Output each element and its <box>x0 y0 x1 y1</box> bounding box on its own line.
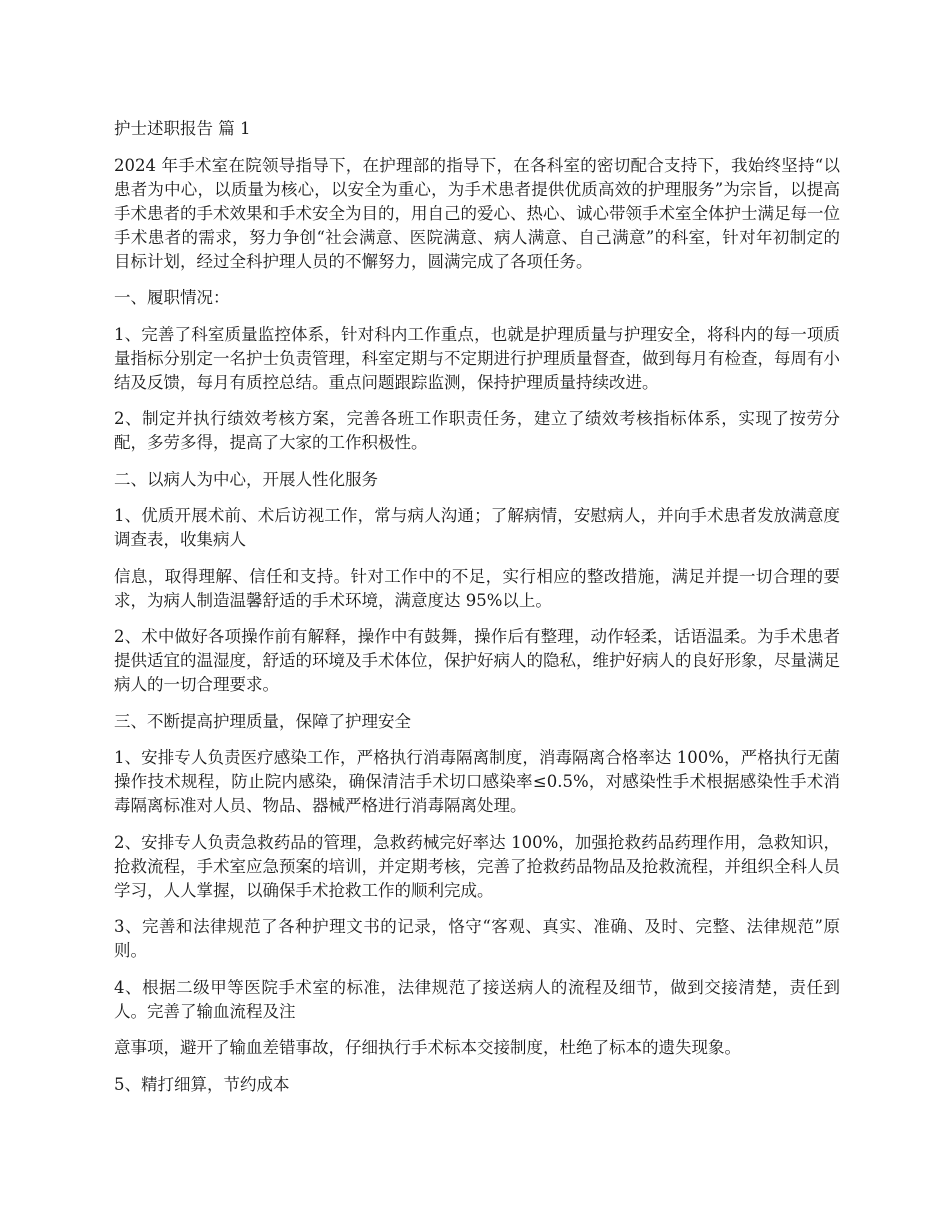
paragraph-service-1b: 信息，取得理解、信任和支持。针对工作中的不足，实行相应的整改措施，满足并提一切合理的要求，为病人制造温馨舒适的手术环境，满意度达 95%以上。 <box>114 566 840 610</box>
paragraph-duty-2: 2、制定并执行绩效考核方案，完善各班工作职责任务，建立了绩效考核指标体系，实现了按劳分配，多劳多得，提高了大家的工作积极性。 <box>114 409 840 452</box>
paragraph-service-1a: 1、优质开展术前、术后访视工作，常与病人沟通；了解病情，安慰病人，并向手术患者发放满意度调查表，收集病人 <box>114 506 840 549</box>
paragraph-quality-2: 2、安排专人负责急救药品的管理，急救药械完好率达 100%，加强抢救药品药理作用，急救知识，抢救流程，手术室应急预案的培训，并定期考核，完善了抢救药品物品及抢救流程，并组织全科人员学习，人人掌握，以确保手术抢救工作的顺利完成。 <box>114 832 840 900</box>
paragraph-intro: 2024 年手术室在院领导指导下，在护理部的指导下，在各科室的密切配合支持下，我始终坚持“以患者为中心，以质量为核心，以安全为重心，为手术患者提供优质高效的护理服务”为宗旨，以提高手术患者的手术效果和手术安全为目的，用自己的爱心、热心、诚心带领手术室全体护士满足每一位手术患者的需求，努力争创“社会满意、医院满意、病人满意、自己满意”的科室，针对年初制定的目标计划，经过全科护理人员的不懈努力，圆满完成了各项任务。 <box>114 155 840 271</box>
paragraph-quality-3: 3、完善和法律规范了各种护理文书的记录，恪守“客观、真实、准确、及时、完整、法律规范”原则。 <box>114 917 840 960</box>
document-body <box>114 117 840 1109</box>
paragraph-quality-4a: 4、根据二级甲等医院手术室的标准，法律规范了接送病人的流程及细节，做到交接清楚，责任到人。完善了输血流程及注 <box>114 977 840 1021</box>
section-heading-duties: 一、履职情况： <box>114 288 230 307</box>
paragraph-quality-5: 5、精打细算，节约成本 <box>114 1074 290 1094</box>
paragraph-quality-4b: 意事项，避开了输血差错事故，仔细执行手术标本交接制度，杜绝了标本的遗失现象。 <box>114 1038 741 1057</box>
section-heading-nursing-quality: 三、不断提高护理质量，保障了护理安全 <box>114 711 411 731</box>
paragraph-quality-1: 1、安排专人负责医疗感染工作，严格执行消毒隔离制度，消毒隔离合格率达 100%，严格执行无菌操作技术规程，防止院内感染，确保清洁手术切口感染率≤0.5%，对感染性手术根据感染性手术消毒隔离标准对人员、物品、器械严格进行消毒隔离处理。 <box>114 748 840 815</box>
paragraph-duty-1: 1、完善了科室质量监控体系，针对科内工作重点，也就是护理质量与护理安全，将科内的每一项质量指标分别定一名护士负责管理，科室定期与不定期进行护理质量督查，做到每月有检查，每周有小结及反馈，每月有质控总结。重点问题跟踪监测，保持护理质量持续改进。 <box>114 324 840 392</box>
section-heading-patient-service: 二、以病人为中心，开展人性化服务 <box>114 469 378 489</box>
document-title: 护士述职报告 篇 1 <box>114 119 251 138</box>
paragraph-service-2: 2、术中做好各项操作前有解释，操作中有鼓舞，操作后有整理，动作轻柔，话语温柔。为手术患者提供适宜的温湿度，舒适的环境及手术体位，保护好病人的隐私，维护好病人的良好形象，尽量满足病人的一切合理要求。 <box>114 627 840 694</box>
